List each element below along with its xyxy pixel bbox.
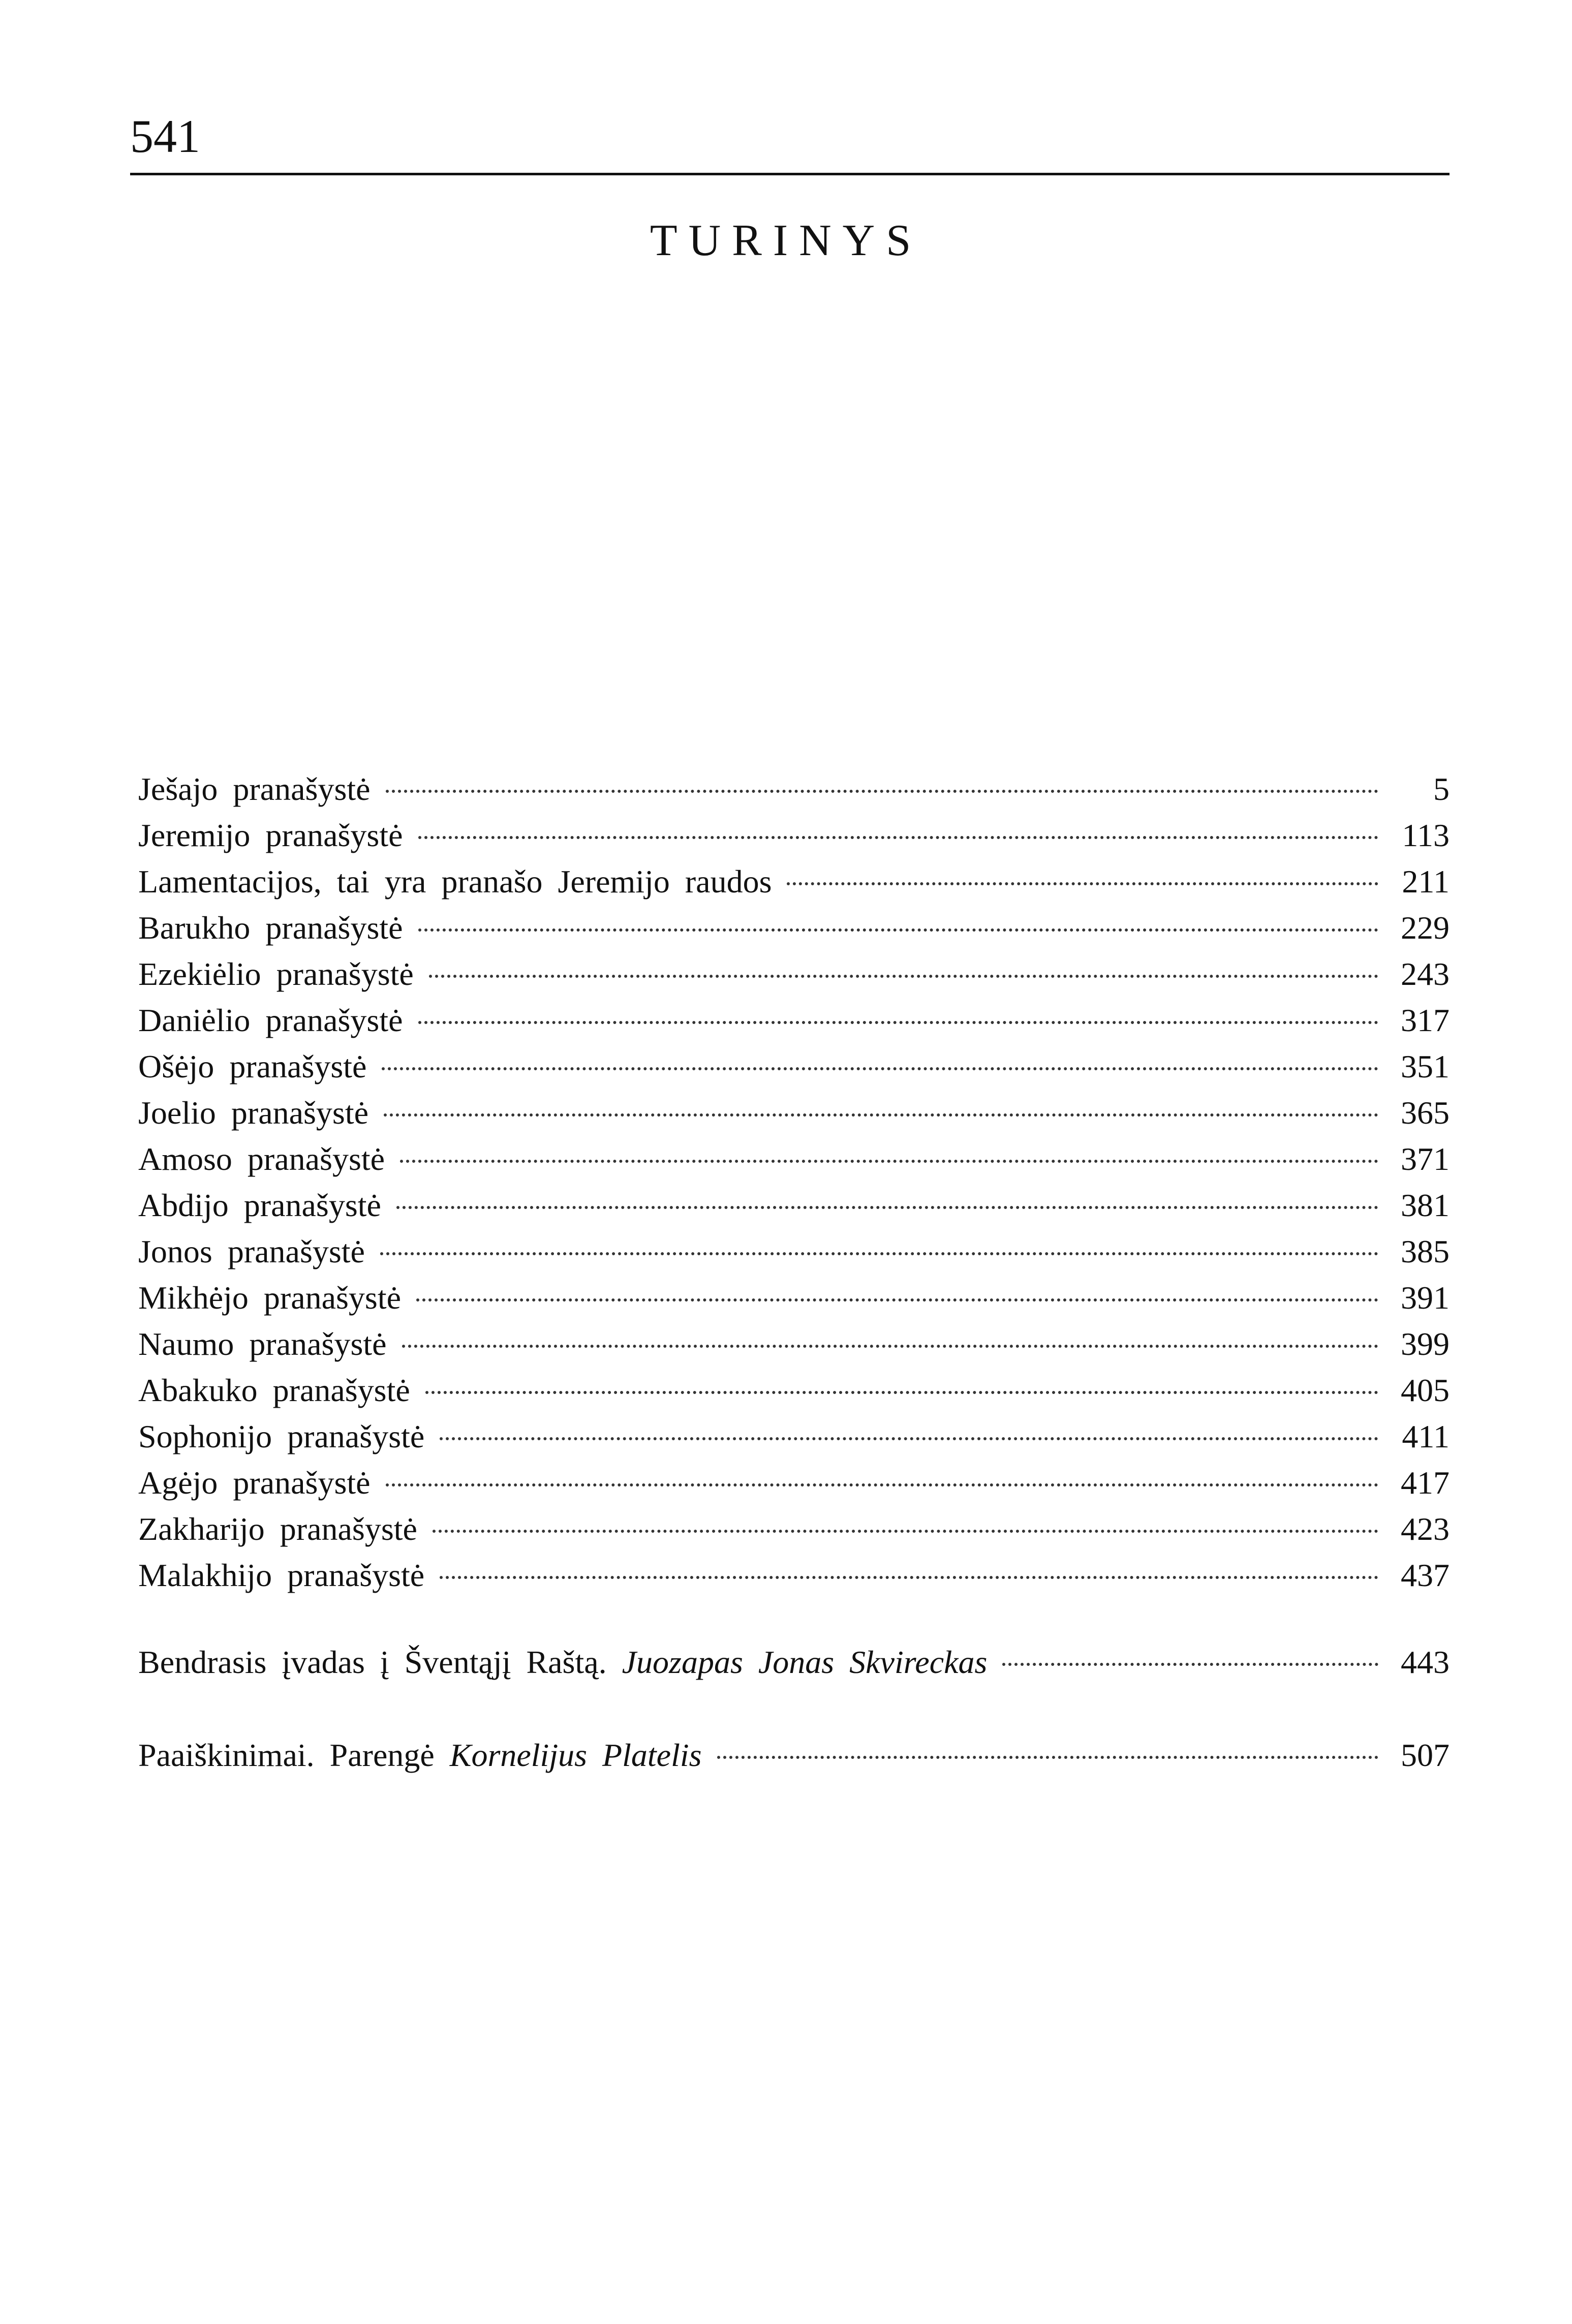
toc-entry-title: Sophonijo pranašystė bbox=[138, 1418, 425, 1454]
dot-leader bbox=[386, 1483, 1378, 1486]
dot-leader bbox=[386, 790, 1378, 793]
toc-entry-title: Ješajo pranašystė bbox=[138, 771, 371, 807]
dot-leader bbox=[400, 1160, 1378, 1163]
toc-entry bbox=[138, 951, 1450, 997]
toc-entry bbox=[138, 858, 1450, 905]
dot-leader bbox=[380, 1252, 1378, 1255]
toc-entry-page: 405 bbox=[1401, 1372, 1450, 1408]
toc-entry-title: Joelio pranašystė bbox=[138, 1095, 368, 1131]
toc-entry-title: Ezekiėlio pranašystė bbox=[138, 956, 414, 992]
toc-entry-page: 399 bbox=[1401, 1326, 1450, 1362]
toc-entry-page: 371 bbox=[1401, 1141, 1450, 1177]
toc-entry bbox=[138, 1552, 1450, 1598]
toc-entry bbox=[138, 1182, 1450, 1228]
toc-entry-page: 243 bbox=[1401, 956, 1450, 992]
toc-entry-title: Abdijo pranašystė bbox=[138, 1187, 381, 1223]
toc-entry bbox=[138, 1228, 1450, 1275]
toc-entry-title: Barukho pranašystė bbox=[138, 910, 403, 946]
dot-leader bbox=[384, 1113, 1378, 1117]
toc-entry-page: 507 bbox=[1401, 1737, 1450, 1773]
toc-entry-page: 351 bbox=[1401, 1048, 1450, 1084]
toc-entry-page: 385 bbox=[1401, 1233, 1450, 1269]
toc-entry-page: 423 bbox=[1401, 1511, 1450, 1547]
dot-leader bbox=[440, 1576, 1378, 1579]
toc-entry-page: 317 bbox=[1401, 1002, 1450, 1038]
toc-entry-title: Lamentacijos, tai yra pranašo Jeremijo raudos bbox=[138, 863, 772, 900]
dot-leader bbox=[787, 882, 1378, 885]
toc-entry bbox=[138, 1367, 1450, 1413]
toc-entry bbox=[138, 1043, 1450, 1090]
toc-entry-page: 391 bbox=[1401, 1280, 1450, 1316]
toc-entry-title: Amoso pranašystė bbox=[138, 1141, 385, 1177]
notes-title: Paaiškinimai. Parengė bbox=[138, 1737, 435, 1773]
dot-leader bbox=[396, 1206, 1378, 1209]
toc-entry-title: Zakharijo pranašystė bbox=[138, 1511, 417, 1547]
toc-entry-page: 443 bbox=[1401, 1644, 1450, 1680]
introduction-author: Juozapas Jonas Skvireckas bbox=[622, 1644, 988, 1680]
toc-entry-title: Ošėjo pranašystė bbox=[138, 1048, 367, 1084]
dot-leader bbox=[440, 1437, 1378, 1440]
toc-entry-title: Jonos pranašystė bbox=[138, 1233, 365, 1269]
dot-leader bbox=[418, 928, 1378, 932]
dot-leader bbox=[418, 836, 1379, 839]
dot-leader bbox=[433, 1530, 1378, 1533]
toc-entry-page: 211 bbox=[1402, 863, 1450, 900]
toc-entry bbox=[138, 1460, 1450, 1506]
dot-leader bbox=[425, 1391, 1378, 1394]
toc-entry-page: 437 bbox=[1401, 1557, 1450, 1593]
toc-entry bbox=[138, 1136, 1450, 1182]
toc-entry-page: 381 bbox=[1401, 1187, 1450, 1223]
toc-entry-title: Jeremijo pranašystė bbox=[138, 817, 403, 853]
dot-leader bbox=[429, 975, 1378, 978]
toc-entry-title bbox=[138, 1639, 987, 1685]
toc-entry-page: 417 bbox=[1401, 1465, 1450, 1501]
dot-leader bbox=[382, 1067, 1378, 1070]
dot-leader bbox=[717, 1756, 1378, 1759]
toc-entry bbox=[138, 1090, 1450, 1136]
toc-entry-title: Daniėlio pranašystė bbox=[138, 1002, 403, 1038]
page-number: 541 bbox=[130, 110, 200, 162]
toc-entry bbox=[138, 997, 1450, 1043]
toc-entry-page: 365 bbox=[1401, 1095, 1450, 1131]
toc-entry-page: 5 bbox=[1433, 771, 1450, 807]
dot-leader bbox=[418, 1021, 1379, 1024]
toc-entry bbox=[138, 905, 1450, 951]
toc-entry bbox=[138, 766, 1450, 812]
toc-entry-title: Naumo pranašystė bbox=[138, 1326, 387, 1362]
toc-entry bbox=[138, 1413, 1450, 1460]
toc-entry-introduction bbox=[138, 1639, 1450, 1685]
toc-entry-notes bbox=[138, 1732, 1450, 1778]
page-title: TURINYS bbox=[650, 216, 922, 265]
header-rule bbox=[130, 173, 1450, 175]
toc-entry bbox=[138, 1506, 1450, 1552]
toc-entry bbox=[138, 812, 1450, 858]
toc-entry bbox=[138, 1275, 1450, 1321]
toc-entry-title: Malakhijo pranašystė bbox=[138, 1557, 425, 1593]
toc-entry-page: 113 bbox=[1402, 817, 1450, 853]
toc-entry-page: 411 bbox=[1402, 1418, 1450, 1454]
toc-entry bbox=[138, 1321, 1450, 1367]
dot-leader bbox=[402, 1345, 1378, 1348]
dot-leader bbox=[1002, 1663, 1378, 1666]
table-of-contents bbox=[138, 766, 1450, 1778]
toc-entry-title: Abakuko pranašystė bbox=[138, 1372, 410, 1408]
notes-author: Kornelijus Platelis bbox=[449, 1737, 702, 1773]
toc-entry-title: Agėjo pranašystė bbox=[138, 1465, 371, 1501]
toc-entry-title bbox=[138, 1732, 702, 1778]
toc-entry-title: Mikhėjo pranašystė bbox=[138, 1280, 401, 1316]
introduction-title: Bendrasis įvadas į Šventąjį Raštą. bbox=[138, 1644, 607, 1680]
toc-entry-page: 229 bbox=[1401, 910, 1450, 946]
dot-leader bbox=[416, 1298, 1378, 1302]
